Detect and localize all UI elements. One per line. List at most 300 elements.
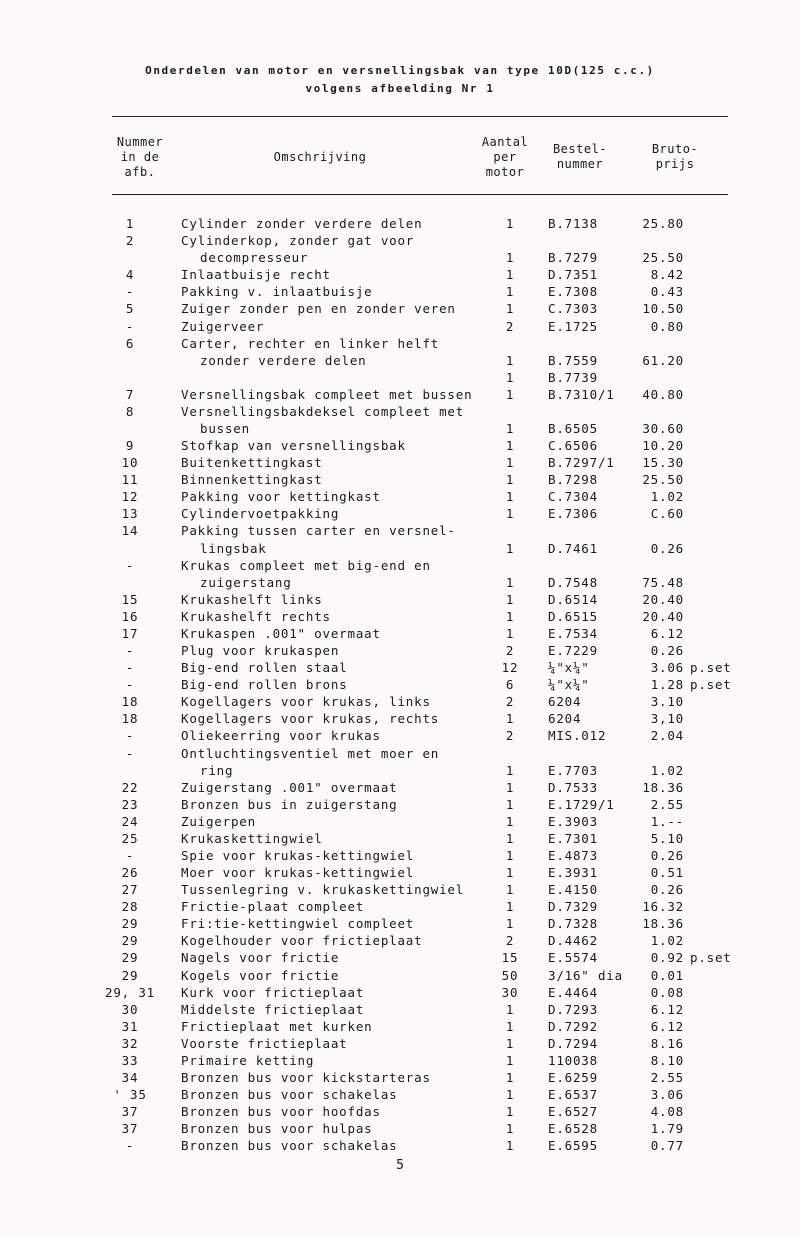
cell-num: 33: [121, 1052, 139, 1068]
cell-qty: 6: [505, 677, 515, 693]
cell-code: E.7229: [548, 643, 598, 658]
cell-desc: Ontluchtingsventiel met moer en: [181, 745, 440, 761]
header-code-line: nummer: [556, 157, 604, 171]
table-row: [0, 420, 800, 437]
cell-price: 20.40: [642, 591, 684, 607]
cell-price: 6.12: [650, 1001, 684, 1017]
header-qty-line: motor: [485, 165, 525, 179]
cell-qty: 2: [505, 694, 515, 710]
cell-code: E.5574: [548, 950, 598, 966]
cell-qty: 2: [505, 318, 515, 334]
cell-price: 1.02: [650, 933, 684, 949]
cell-price: C.60: [650, 506, 684, 522]
header-desc: Omschrijving: [273, 150, 367, 164]
cell-num: 12: [121, 489, 139, 505]
title-line-1: Onderdelen van motor en versnellingsbak van type 10D(125 c.c.): [145, 64, 655, 77]
cell-desc: Pakking tussen carter en versnel-: [181, 523, 456, 539]
cell-code: D.7328: [548, 916, 598, 932]
cell-code: B.7559: [548, 352, 598, 368]
table-row: [0, 266, 800, 283]
cell-num: 14: [121, 523, 139, 539]
cell-desc: Versnellingsbakdeksel compleet met: [181, 403, 465, 419]
table-row: [0, 625, 800, 642]
cell-num: 37: [121, 1121, 139, 1137]
cell-code: E.7703: [548, 762, 598, 778]
cell-num: 11: [121, 472, 139, 488]
cell-price: 0.92: [650, 950, 684, 966]
cell-price: 0.43: [650, 284, 684, 300]
cell-qty: 1: [505, 916, 515, 932]
cell-price: 3.06: [650, 1087, 684, 1103]
header-price: [640, 142, 710, 172]
cell-price: 16.32: [642, 899, 684, 915]
header-code-line: Bestel-: [552, 142, 608, 156]
cell-code: E.7308: [548, 284, 598, 300]
title-line-2: volgens afbeelding Nr 1: [305, 82, 495, 95]
cell-desc: Kurk voor frictieplaat: [181, 984, 365, 1000]
table-row: [0, 898, 800, 915]
table-row: [0, 608, 800, 625]
cell-qty: 1: [505, 455, 515, 471]
cell-qty: 1: [505, 796, 515, 812]
cell-desc: Zuigerstang .001" overmaat: [181, 779, 398, 795]
cell-code: E.3931: [548, 865, 598, 880]
cell-desc: zuigerstang: [200, 574, 292, 590]
cell-note: p.set: [690, 660, 732, 676]
cell-price: 61.20: [642, 352, 684, 368]
table-row: [0, 215, 800, 232]
table-row: [0, 762, 800, 779]
table-row: [0, 659, 800, 676]
cell-desc: Kogels voor frictie: [181, 967, 340, 983]
cell-num: 22: [121, 779, 139, 795]
table-row: [0, 283, 800, 300]
cell-num: 32: [121, 1035, 139, 1051]
page-number: 5: [396, 1158, 404, 1173]
header-qty-line: Aantal: [481, 135, 529, 149]
table-row: [0, 505, 800, 522]
cell-code: C.6506: [548, 438, 598, 453]
cell-code: E.3903: [548, 813, 598, 829]
cell-qty: 1: [505, 1018, 515, 1034]
cell-code: E.4464: [548, 984, 598, 1000]
cell-price: 8.42: [650, 267, 684, 283]
cell-qty: 1: [505, 848, 515, 863]
table-row: [0, 693, 800, 710]
cell-num: 31: [121, 1018, 139, 1034]
cell-qty: 1: [505, 1104, 515, 1120]
cell-price: 20.40: [642, 608, 684, 624]
cell-qty: 1: [505, 608, 515, 624]
cell-desc: Plug voor krukaspen: [181, 643, 340, 658]
cell-code: E.4873: [548, 848, 598, 863]
cell-desc: lingsbak: [200, 540, 267, 556]
cell-code: ¼"x¼": [548, 660, 590, 676]
header-price-line: Bruto-: [651, 142, 699, 156]
cell-num: 13: [121, 506, 139, 522]
cell-code: D.6515: [548, 608, 598, 624]
cell-qty: 1: [505, 506, 515, 522]
cell-price: 0.77: [650, 1138, 684, 1154]
cell-num: 16: [121, 608, 139, 624]
cell-qty: 12: [501, 660, 519, 676]
cell-qty: 1: [505, 438, 515, 453]
cell-price: 0.26: [650, 540, 684, 556]
cell-price: 75.48: [642, 574, 684, 590]
cell-price: 1.02: [650, 762, 684, 778]
cell-code: E.6537: [548, 1087, 598, 1103]
cell-code: D.7548: [548, 574, 598, 590]
cell-desc: Inlaatbuisje recht: [181, 267, 331, 283]
table-row: [0, 522, 800, 539]
cell-qty: 1: [505, 489, 515, 505]
cell-desc: Carter, rechter en linker helft: [181, 335, 440, 351]
cell-qty: 1: [505, 386, 515, 402]
cell-num: 9: [125, 438, 135, 453]
cell-num: 34: [121, 1070, 139, 1085]
table-row: [0, 1018, 800, 1035]
table-row: [0, 847, 800, 864]
cell-num: 17: [121, 625, 139, 641]
cell-desc: Krukashelft links: [181, 591, 323, 607]
cell-code: D.7533: [548, 779, 598, 795]
cell-code: ¼"x¼": [548, 677, 590, 693]
cell-desc: Kogellagers voor krukas, links: [181, 694, 431, 710]
cell-code: E.6595: [548, 1138, 598, 1154]
cell-price: 0.51: [650, 865, 684, 880]
table-row: [0, 369, 800, 386]
cell-code: B.7739: [548, 369, 598, 385]
table-row: [0, 403, 800, 420]
cell-price: 30.60: [642, 421, 684, 436]
header-qty-line: per: [493, 150, 517, 164]
cell-num: -: [125, 318, 135, 334]
cell-qty: 2: [505, 933, 515, 949]
table-row: [0, 557, 800, 574]
table-row: [0, 471, 800, 488]
cell-qty: 2: [505, 728, 515, 744]
cell-num: 29: [121, 967, 139, 983]
cell-note: p.set: [690, 677, 732, 693]
cell-desc: Zuigerveer: [181, 318, 265, 334]
table-row: [0, 437, 800, 454]
cell-code: D.4462: [548, 933, 598, 949]
table-row: [0, 488, 800, 505]
cell-qty: 1: [505, 421, 515, 436]
cell-qty: 1: [505, 267, 515, 283]
cell-price: 2.55: [650, 1070, 684, 1085]
cell-num: -: [125, 284, 135, 300]
cell-desc: Tussenlegring v. krukaskettingwiel: [181, 882, 465, 898]
cell-price: 2.55: [650, 796, 684, 812]
table-row: [0, 1137, 800, 1154]
cell-num: 4: [125, 267, 135, 283]
cell-num: 29: [121, 950, 139, 966]
cell-code: E.7301: [548, 830, 598, 846]
cell-qty: 15: [501, 950, 519, 966]
table-row: [0, 676, 800, 693]
table-row: [0, 232, 800, 249]
cell-num: 27: [121, 882, 139, 898]
cell-desc: Stofkap van versnellingsbak: [181, 438, 406, 453]
table-row: [0, 932, 800, 949]
cell-code: E.6259: [548, 1070, 598, 1085]
cell-desc: Bronzen bus in zuigerstang: [181, 796, 398, 812]
cell-price: 1.79: [650, 1121, 684, 1137]
cell-qty: 1: [505, 540, 515, 556]
table-row: [0, 796, 800, 813]
cell-desc: Bronzen bus voor hoofdas: [181, 1104, 381, 1120]
cell-price: 1.--: [650, 813, 684, 829]
cell-code: D.7292: [548, 1018, 598, 1034]
cell-num: 25: [121, 830, 139, 846]
cell-qty: 1: [505, 591, 515, 607]
cell-desc: Primaire ketting: [181, 1052, 315, 1068]
table-row: [0, 249, 800, 266]
table-row: [0, 335, 800, 352]
cell-price: 0.26: [650, 882, 684, 898]
cell-num: 24: [121, 813, 139, 829]
cell-desc: Frictie-plaat compleet: [181, 899, 365, 915]
cell-qty: 1: [505, 625, 515, 641]
cell-price: 0.01: [650, 967, 684, 983]
cell-num: 18: [121, 711, 139, 727]
cell-code: C.7304: [548, 489, 598, 505]
cell-num: 29, 31: [105, 984, 155, 1000]
cell-code: B.7297/1: [548, 455, 615, 471]
cell-price: 10.20: [642, 438, 684, 453]
cell-price: 10.50: [642, 301, 684, 317]
cell-price: 40.80: [642, 386, 684, 402]
cell-num: 28: [121, 899, 139, 915]
cell-desc: Bronzen bus voor schakelas: [181, 1138, 398, 1154]
cell-qty: 1: [505, 472, 515, 488]
table-row: [0, 984, 800, 1001]
cell-code: E.1725: [548, 318, 598, 334]
table-row: [0, 352, 800, 369]
cell-qty: 1: [505, 830, 515, 846]
cell-desc: Frictieplaat met kurken: [181, 1018, 373, 1034]
cell-price: 0.26: [650, 848, 684, 863]
cell-code: E.7306: [548, 506, 598, 522]
cell-num: 8: [125, 403, 135, 419]
cell-qty: 1: [505, 1138, 515, 1154]
cell-qty: 1: [505, 216, 515, 231]
cell-desc: Zuiger zonder pen en zonder veren: [181, 301, 456, 317]
cell-price: 1.02: [650, 489, 684, 505]
cell-qty: 30: [501, 984, 519, 1000]
cell-code: D.7293: [548, 1001, 598, 1017]
cell-desc: Krukas compleet met big-end en: [181, 557, 431, 573]
cell-code: MIS.012: [548, 728, 607, 744]
cell-desc: Krukaspen .001" overmaat: [181, 625, 381, 641]
cell-qty: 1: [505, 1070, 515, 1085]
cell-desc: Cylinder zonder verdere delen: [181, 216, 423, 231]
cell-qty: 1: [505, 369, 515, 385]
cell-desc: Moer voor krukas-kettingwiel: [181, 865, 415, 880]
cell-code: C.7303: [548, 301, 598, 317]
cell-price: 18.36: [642, 916, 684, 932]
cell-code: D.6514: [548, 591, 598, 607]
cell-desc: decompresseur: [200, 250, 309, 266]
table-row: [0, 1103, 800, 1120]
cell-price: 8.16: [650, 1035, 684, 1051]
cell-price: 1.28: [650, 677, 684, 693]
cell-code: B.6505: [548, 421, 598, 436]
cell-code: 6204: [548, 694, 582, 710]
cell-desc: Big-end rollen staal: [181, 660, 348, 676]
cell-qty: 1: [505, 882, 515, 898]
cell-price: 3,10: [650, 711, 684, 727]
cell-desc: Buitenkettingkast: [181, 455, 323, 471]
cell-num: -: [125, 745, 135, 761]
cell-price: 6.12: [650, 625, 684, 641]
cell-code: E.7534: [548, 625, 598, 641]
table-row: [0, 642, 800, 659]
cell-qty: 1: [505, 574, 515, 590]
cell-price: 5.10: [650, 830, 684, 846]
cell-code: 110038: [548, 1052, 598, 1068]
cell-price: 3.10: [650, 694, 684, 710]
cell-code: 6204: [548, 711, 582, 727]
cell-qty: 1: [505, 762, 515, 778]
cell-num: 23: [121, 796, 139, 812]
cell-desc: Oliekeerring voor krukas: [181, 728, 381, 744]
cell-num: 1: [125, 216, 135, 231]
cell-desc: Bronzen bus voor schakelas: [181, 1087, 398, 1103]
cell-num: 18: [121, 694, 139, 710]
cell-num: 15: [121, 591, 139, 607]
cell-price: 0.26: [650, 643, 684, 658]
table-row: [0, 710, 800, 727]
cell-qty: 1: [505, 779, 515, 795]
cell-desc: Pakking v. inlaatbuisje: [181, 284, 373, 300]
table-row: [0, 864, 800, 881]
cell-price: 4.08: [650, 1104, 684, 1120]
table-row: [0, 386, 800, 403]
cell-qty: 1: [505, 711, 515, 727]
cell-price: 3.06: [650, 660, 684, 676]
cell-num: 5: [125, 301, 135, 317]
cell-desc: Kogelhouder voor frictieplaat: [181, 933, 423, 949]
cell-num: -: [125, 557, 135, 573]
cell-code: D.7294: [548, 1035, 598, 1051]
cell-desc: Pakking voor kettingkast: [181, 489, 381, 505]
table-row: [0, 1001, 800, 1018]
cell-code: D.7329: [548, 899, 598, 915]
cell-qty: 1: [505, 284, 515, 300]
table-row: [0, 967, 800, 984]
header-num-line: afb.: [124, 165, 156, 179]
cell-desc: Bronzen bus voor hulpas: [181, 1121, 373, 1137]
cell-qty: 1: [505, 865, 515, 880]
table-row: [0, 1052, 800, 1069]
cell-desc: Middelste frictieplaat: [181, 1001, 365, 1017]
header-num: [100, 135, 180, 180]
table-row: [0, 779, 800, 796]
cell-code: E.6528: [548, 1121, 598, 1137]
cell-qty: 1: [505, 1035, 515, 1051]
cell-code: 3/16" dia: [548, 967, 623, 983]
cell-num: -: [125, 1138, 135, 1154]
cell-qty: 50: [501, 967, 519, 983]
cell-price: 6.12: [650, 1018, 684, 1034]
table-row: [0, 745, 800, 762]
cell-num: -: [125, 677, 135, 693]
cell-desc: Kogellagers voor krukas, rechts: [181, 711, 440, 727]
cell-code: E.1729/1: [548, 796, 615, 812]
cell-price: 25.50: [642, 472, 684, 488]
cell-code: B.7138: [548, 216, 598, 231]
header-qty: [470, 135, 540, 180]
cell-code: D.7461: [548, 540, 598, 556]
table-row: [0, 949, 800, 966]
table-row: [0, 540, 800, 557]
cell-price: 25.80: [642, 216, 684, 231]
table-row: [0, 1035, 800, 1052]
table-row: [0, 915, 800, 932]
cell-qty: 2: [505, 643, 515, 658]
cell-num: -: [125, 848, 135, 863]
cell-price: 25.50: [642, 250, 684, 266]
cell-qty: 1: [505, 1087, 515, 1103]
cell-desc: Cylinderkop, zonder gat voor: [181, 233, 415, 249]
cell-num: -: [125, 643, 135, 658]
table-row: [0, 318, 800, 335]
cell-qty: 1: [505, 301, 515, 317]
cell-desc: Bronzen bus voor kickstarteras: [181, 1070, 431, 1085]
cell-num: 30: [121, 1001, 139, 1017]
cell-num: -: [125, 660, 135, 676]
cell-qty: 1: [505, 352, 515, 368]
header-rule: [112, 194, 728, 195]
cell-num: 29: [121, 933, 139, 949]
table-row: [0, 830, 800, 847]
table-row: [0, 1069, 800, 1086]
cell-code: B.7298: [548, 472, 598, 488]
cell-desc: Voorste frictieplaat: [181, 1035, 348, 1051]
table-row: [0, 300, 800, 317]
table-row: [0, 574, 800, 591]
cell-qty: 1: [505, 1121, 515, 1137]
table-row: [0, 454, 800, 471]
cell-num: 26: [121, 865, 139, 880]
cell-code: E.6527: [548, 1104, 598, 1120]
table-row: [0, 591, 800, 608]
cell-desc: Fri:tie-kettingwiel compleet: [181, 916, 415, 932]
table-row: [0, 1120, 800, 1137]
cell-note: p.set: [690, 950, 732, 966]
header-num-line: in de: [120, 150, 160, 164]
cell-num: -: [125, 728, 135, 744]
cell-qty: 1: [505, 899, 515, 915]
cell-qty: 1: [505, 1052, 515, 1068]
cell-desc: Big-end rollen brons: [181, 677, 348, 693]
cell-desc: Cylindervoetpakking: [181, 506, 340, 522]
cell-num: 37: [121, 1104, 139, 1120]
cell-desc: bussen: [200, 421, 250, 436]
cell-desc: Krukashelft rechts: [181, 608, 331, 624]
cell-num: 6: [125, 335, 135, 351]
header-num-line: Nummer: [116, 135, 164, 149]
cell-num: ' 35: [113, 1087, 147, 1103]
cell-desc: Spie voor krukas-kettingwiel: [181, 848, 415, 863]
table-row: [0, 727, 800, 744]
cell-price: 0.80: [650, 318, 684, 334]
cell-price: 18.36: [642, 779, 684, 795]
cell-desc: Nagels voor frictie: [181, 950, 340, 966]
cell-num: 29: [121, 916, 139, 932]
